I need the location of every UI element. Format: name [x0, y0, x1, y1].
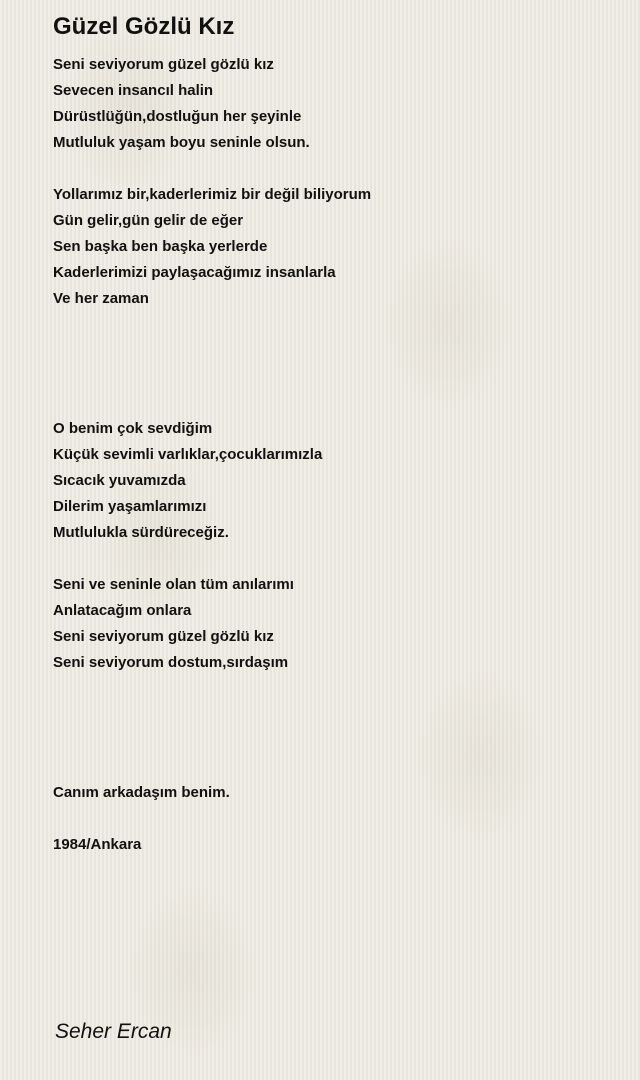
poem-line: Yollarımız bir,kaderlerimiz bir değil biliyorum	[53, 186, 372, 203]
poem-line: O benim çok sevdiğim	[53, 420, 213, 437]
poem-line: Seni ve seninle olan tüm anılarımı	[53, 576, 294, 593]
poem-blank-line	[53, 546, 371, 572]
poem-line: Anlatacağım onlara	[53, 602, 192, 619]
poem-blank-line	[53, 728, 371, 754]
poem-line: Sevecen insancıl halin	[53, 82, 214, 99]
poem-body	[53, 52, 371, 858]
poem-line: Gün gelir,gün gelir de eğer	[53, 212, 244, 229]
poem-blank-line	[53, 676, 371, 702]
poem-line: Seni seviyorum güzel gözlü kız	[53, 56, 274, 73]
poem-line: 1984/Ankara	[53, 836, 142, 853]
poem-line: Küçük sevimli varlıklar,çocuklarımızla	[53, 446, 323, 463]
poem-line: Mutluluk yaşam boyu seninle olsun.	[53, 134, 310, 151]
poem-line: Seni seviyorum dostum,sırdaşım	[53, 654, 289, 671]
poem-blank-line	[53, 390, 371, 416]
poem-blank-line	[53, 806, 371, 832]
poem-author: Seher Ercan	[55, 1020, 172, 1043]
poem-line: Dilerim yaşamlarımızı	[53, 498, 207, 515]
poem-title: Güzel Gözlü Kız	[53, 13, 235, 40]
poem-line: Ve her zaman	[53, 290, 149, 307]
poem-line: Sıcacık yuvamızda	[53, 472, 186, 489]
poem-line: Sen başka ben başka yerlerde	[53, 238, 268, 255]
poem-blank-line	[53, 702, 371, 728]
poem-line: Mutlulukla sürdüreceğiz.	[53, 524, 229, 541]
poem-blank-line	[53, 364, 371, 390]
poem-blank-line	[53, 312, 371, 338]
poem-blank-line	[53, 754, 371, 780]
poem-blank-line	[53, 338, 371, 364]
poem-line: Kaderlerimizi paylaşacağımız insanlarla	[53, 264, 336, 281]
poem-line: Canım arkadaşım benim.	[53, 784, 230, 801]
poem-line: Dürüstlüğün,dostluğun her şeyinle	[53, 108, 302, 125]
poem-blank-line	[53, 156, 371, 182]
poem-line: Seni seviyorum güzel gözlü kız	[53, 628, 274, 645]
